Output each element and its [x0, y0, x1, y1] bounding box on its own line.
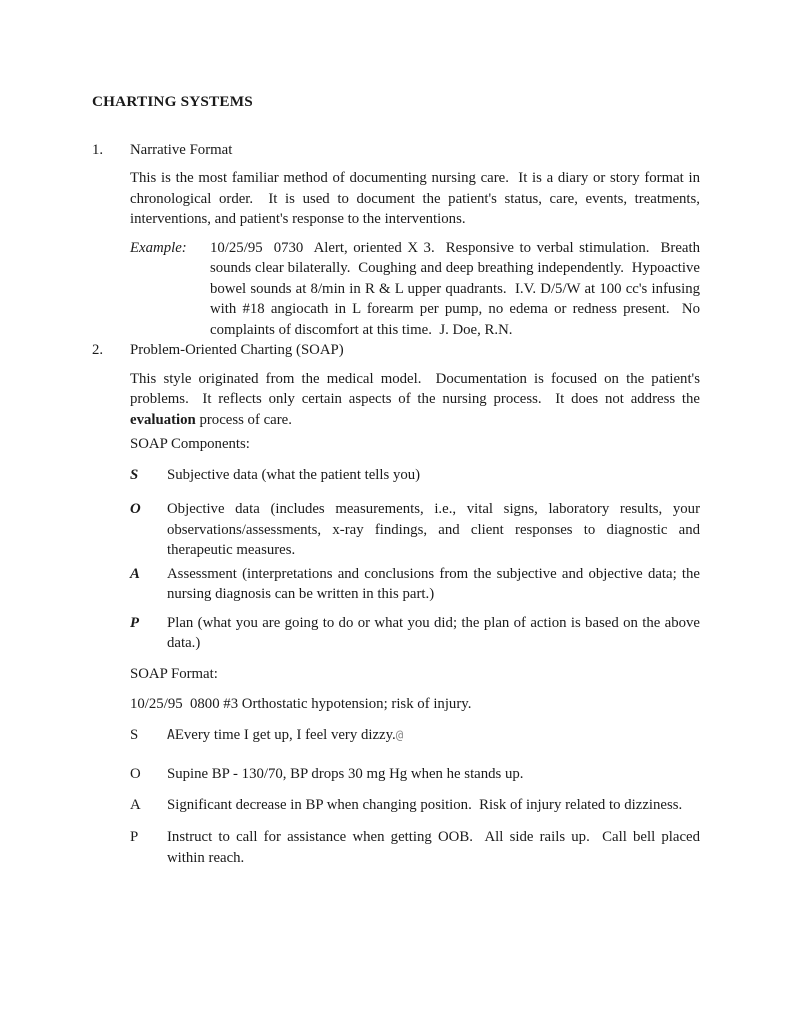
soap-format-text-s: [167, 725, 700, 747]
section-2-heading-row: [92, 340, 700, 361]
soap-format-plan: [130, 827, 704, 868]
section-2-body-bold-word: evaluation: [130, 411, 196, 428]
section-1-heading-row: [92, 140, 700, 161]
soap-component-letter-o: O: [130, 501, 141, 517]
converted-quote-close-glyph: @: [395, 726, 404, 742]
section-2-body-text-before: This style originated from the medical model. Documentation is focused on the patient's problems. It reflects only certain aspects of the nursing process. It does not address the: [130, 370, 704, 407]
section-2-body-text-after: process of care.: [195, 411, 292, 428]
soap-format-letter-a: A: [130, 796, 141, 813]
soap-format-assessment: [130, 795, 700, 816]
soap-format-subjective: [130, 725, 700, 747]
soap-component-text-s: Subjective data (what the patient tells you): [167, 466, 421, 483]
soap-component-text-a: Assessment (interpretations and conclusions from the subjective and objective data; the nursing diagnosis can be written in this part.): [167, 565, 704, 602]
soap-component-text-p: Plan (what you are going to do or what you did; the plan of action is based on the above data.): [167, 614, 704, 651]
example-row: [130, 238, 704, 341]
soap-component-objective: [130, 499, 704, 561]
soap-component-plan: [130, 613, 704, 654]
section-2-body-paragraph: [130, 369, 704, 431]
soap-format-letter-o: O: [130, 766, 141, 782]
soap-format-objective: [130, 764, 700, 785]
converted-quote-open-glyph: A: [167, 727, 175, 743]
soap-format-letter-p: P: [130, 829, 139, 845]
soap-format-text-p: Instruct to call for assistance when getting OOB. All side rails up. Call bell placed within reach.: [167, 829, 704, 866]
soap-format-text-a: Significant decrease in BP when changing position. Risk of injury related to dizziness.: [167, 796, 683, 813]
soap-component-assessment: [130, 564, 704, 605]
section-2-heading: Problem-Oriented Charting (SOAP): [130, 342, 344, 358]
soap-format-letter-s: S: [130, 726, 139, 743]
section-1-number: 1.: [92, 141, 104, 158]
soap-components-label: SOAP Components:: [130, 436, 250, 452]
soap-format-problem-line: 10/25/95 0800 #3 Orthostatic hypotension; risk of injury.: [130, 696, 472, 712]
section-2-number: 2.: [92, 342, 104, 358]
example-label: Example:: [130, 239, 187, 256]
soap-component-text-o: Objective data (includes measurements, i.e., vital signs, laboratory results, your observations/assessments, x-ray findings, and client responses to diagnostic and therapeutic measures.: [167, 501, 704, 558]
soap-component-letter-p: P: [130, 614, 140, 631]
soap-component-letter-s: S: [130, 466, 139, 483]
section-1-heading: Narrative Format: [130, 141, 233, 158]
example-text: 10/25/95 0730 Alert, oriented X 3. Responsive to verbal stimulation. Breath sounds clear bilaterally. Coughing and deep breathing independently. Hypoactive bowel sounds at 8/min in R & L upper quadrants. I.V. D/5/W at 100 cc's infusing with #18 angiocath in L forearm per pump, no edema or redness present. No complaints of discomfort at this time. J. Doe, R.N.: [210, 239, 704, 338]
soap-format-text-s-body: Every time I get up, I feel very dizzy.: [174, 726, 396, 743]
soap-format-text-o: Supine BP - 130/70, BP drops 30 mg Hg when he stands up.: [167, 766, 524, 782]
soap-component-letter-a: A: [130, 565, 140, 582]
soap-component-subjective: [130, 465, 700, 486]
section-1-body-paragraph: This is the most familiar method of documenting nursing care. It is a diary or story format in chronological order. It is used to document the patient's status, care, events, treatments, interventions, and patient's response to the interventions.: [130, 170, 704, 227]
document-title: CHARTING SYSTEMS: [92, 93, 253, 110]
soap-format-label: SOAP Format:: [130, 665, 218, 682]
